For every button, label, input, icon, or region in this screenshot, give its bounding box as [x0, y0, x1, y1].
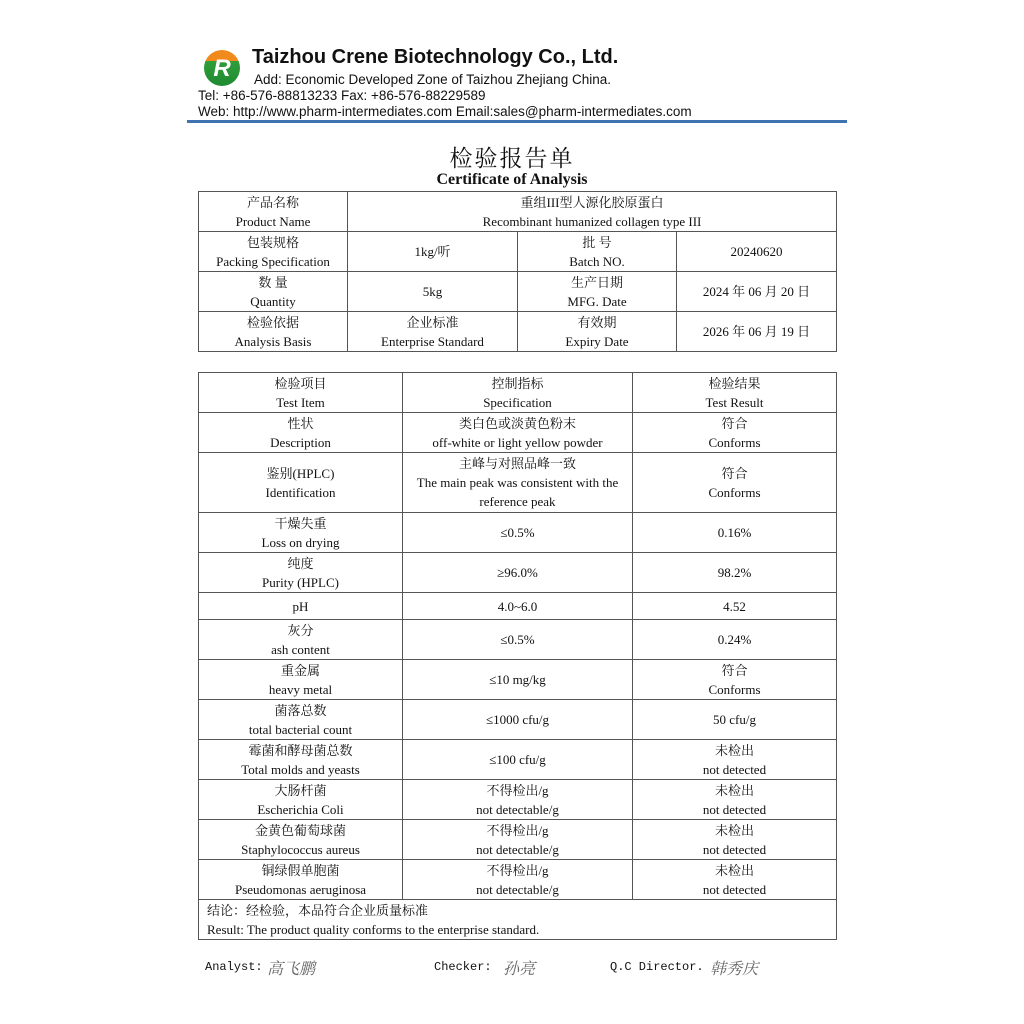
analysis-basis-value: 企业标准 Enterprise Standard	[348, 312, 518, 352]
mfg-date-label: 生产日期 MFG. Date	[518, 272, 677, 312]
expiry-date-value: 2026 年 06 月 19 日	[677, 312, 837, 352]
packing-value: 1kg/听	[348, 232, 518, 272]
qc-director-signature: 韩秀庆	[710, 959, 759, 978]
table-row: pH 4.0~6.0 4.52	[199, 593, 837, 620]
batch-label: 批 号 Batch NO.	[518, 232, 677, 272]
table-row: 干燥失重 Loss on drying ≤0.5% 0.16%	[199, 513, 837, 553]
company-name: Taizhou Crene Biotechnology Co., Ltd.	[252, 46, 619, 68]
product-name-value: 重组III型人源化胶原蛋白 Recombinant humanized collagen type III	[348, 192, 837, 232]
table-row: 铜绿假单胞菌 Pseudomonas aeruginosa 不得检出/g not detectable/g 未检出 not detected	[199, 860, 837, 900]
packing-batch-row	[199, 232, 837, 272]
header-test-item: 检验项目 Test Item	[199, 373, 403, 413]
company-address: Add: Economic Developed Zone of Taizhou Zhejiang China.	[254, 72, 611, 87]
qc-director-label: Q.C Director.	[610, 960, 704, 974]
table-row: 金黄色葡萄球菌 Staphylococcus aureus 不得检出/g not detectable/g 未检出 not detected	[199, 820, 837, 860]
table-row: 灰分 ash content ≤0.5% 0.24%	[199, 620, 837, 660]
header-specification: 控制指标 Specification	[403, 373, 633, 413]
table-row: 菌落总数 total bacterial count ≤1000 cfu/g 50 cfu/g	[199, 700, 837, 740]
table-row: 重金属 heavy metal ≤10 mg/kg 符合 Conforms	[199, 660, 837, 700]
header-test-result: 检验结果 Test Result	[633, 373, 837, 413]
company-web-email: Web: http://www.pharm-intermediates.com Email:sales@pharm-intermediates.com	[198, 104, 692, 119]
batch-value: 20240620	[677, 232, 837, 272]
quantity-label: 数 量 Quantity	[199, 272, 348, 312]
table-row: 纯度 Purity (HPLC) ≥96.0% 98.2%	[199, 553, 837, 593]
analyst-label: Analyst:	[205, 960, 263, 974]
document-title-en: Certificate of Analysis	[436, 171, 588, 188]
product-name-row	[199, 192, 837, 232]
company-logo-icon: R	[204, 50, 240, 86]
header-divider	[187, 120, 847, 123]
table-row: 鉴别(HPLC) Identification 主峰与对照品峰一致 The main peak was consistent with the reference peak 符合 Conforms	[199, 453, 837, 513]
letterhead	[190, 44, 850, 126]
conclusion-row	[199, 900, 837, 940]
table-row: 霉菌和酵母菌总数 Total molds and yeasts ≤100 cfu/g 未检出 not detected	[199, 740, 837, 780]
product-name-label: 产品名称 Product Name	[199, 192, 348, 232]
table-row: 大肠杆菌 Escherichia Coli 不得检出/g not detectable/g 未检出 not detected	[199, 780, 837, 820]
checker-signature: 孙亮	[503, 959, 536, 978]
product-info-table	[198, 191, 837, 352]
analyst-signature: 高飞鹏	[267, 959, 316, 978]
signature-block	[205, 958, 825, 982]
checker-label: Checker:	[434, 960, 492, 974]
packing-label: 包装规格 Packing Specification	[199, 232, 348, 272]
mfg-date-value: 2024 年 06 月 20 日	[677, 272, 837, 312]
document-title-cn: 检验报告单	[449, 146, 575, 171]
conclusion: 结论：经检验，本品符合企业质量标准 Result: The product quality conforms to the enterprise standard.	[199, 900, 837, 940]
analysis-basis-label: 检验依据 Analysis Basis	[199, 312, 348, 352]
table-header-row	[199, 373, 837, 413]
basis-expiry-row	[199, 312, 837, 352]
expiry-date-label: 有效期 Expiry Date	[518, 312, 677, 352]
quantity-value: 5kg	[348, 272, 518, 312]
company-tel-fax: Tel: +86-576-88813233 Fax: +86-576-88229589	[198, 88, 486, 103]
table-row: 性状 Description 类白色或淡黄色粉末 off-white or light yellow powder 符合 Conforms	[199, 413, 837, 453]
quantity-mfg-row	[199, 272, 837, 312]
test-results-table	[198, 372, 837, 940]
